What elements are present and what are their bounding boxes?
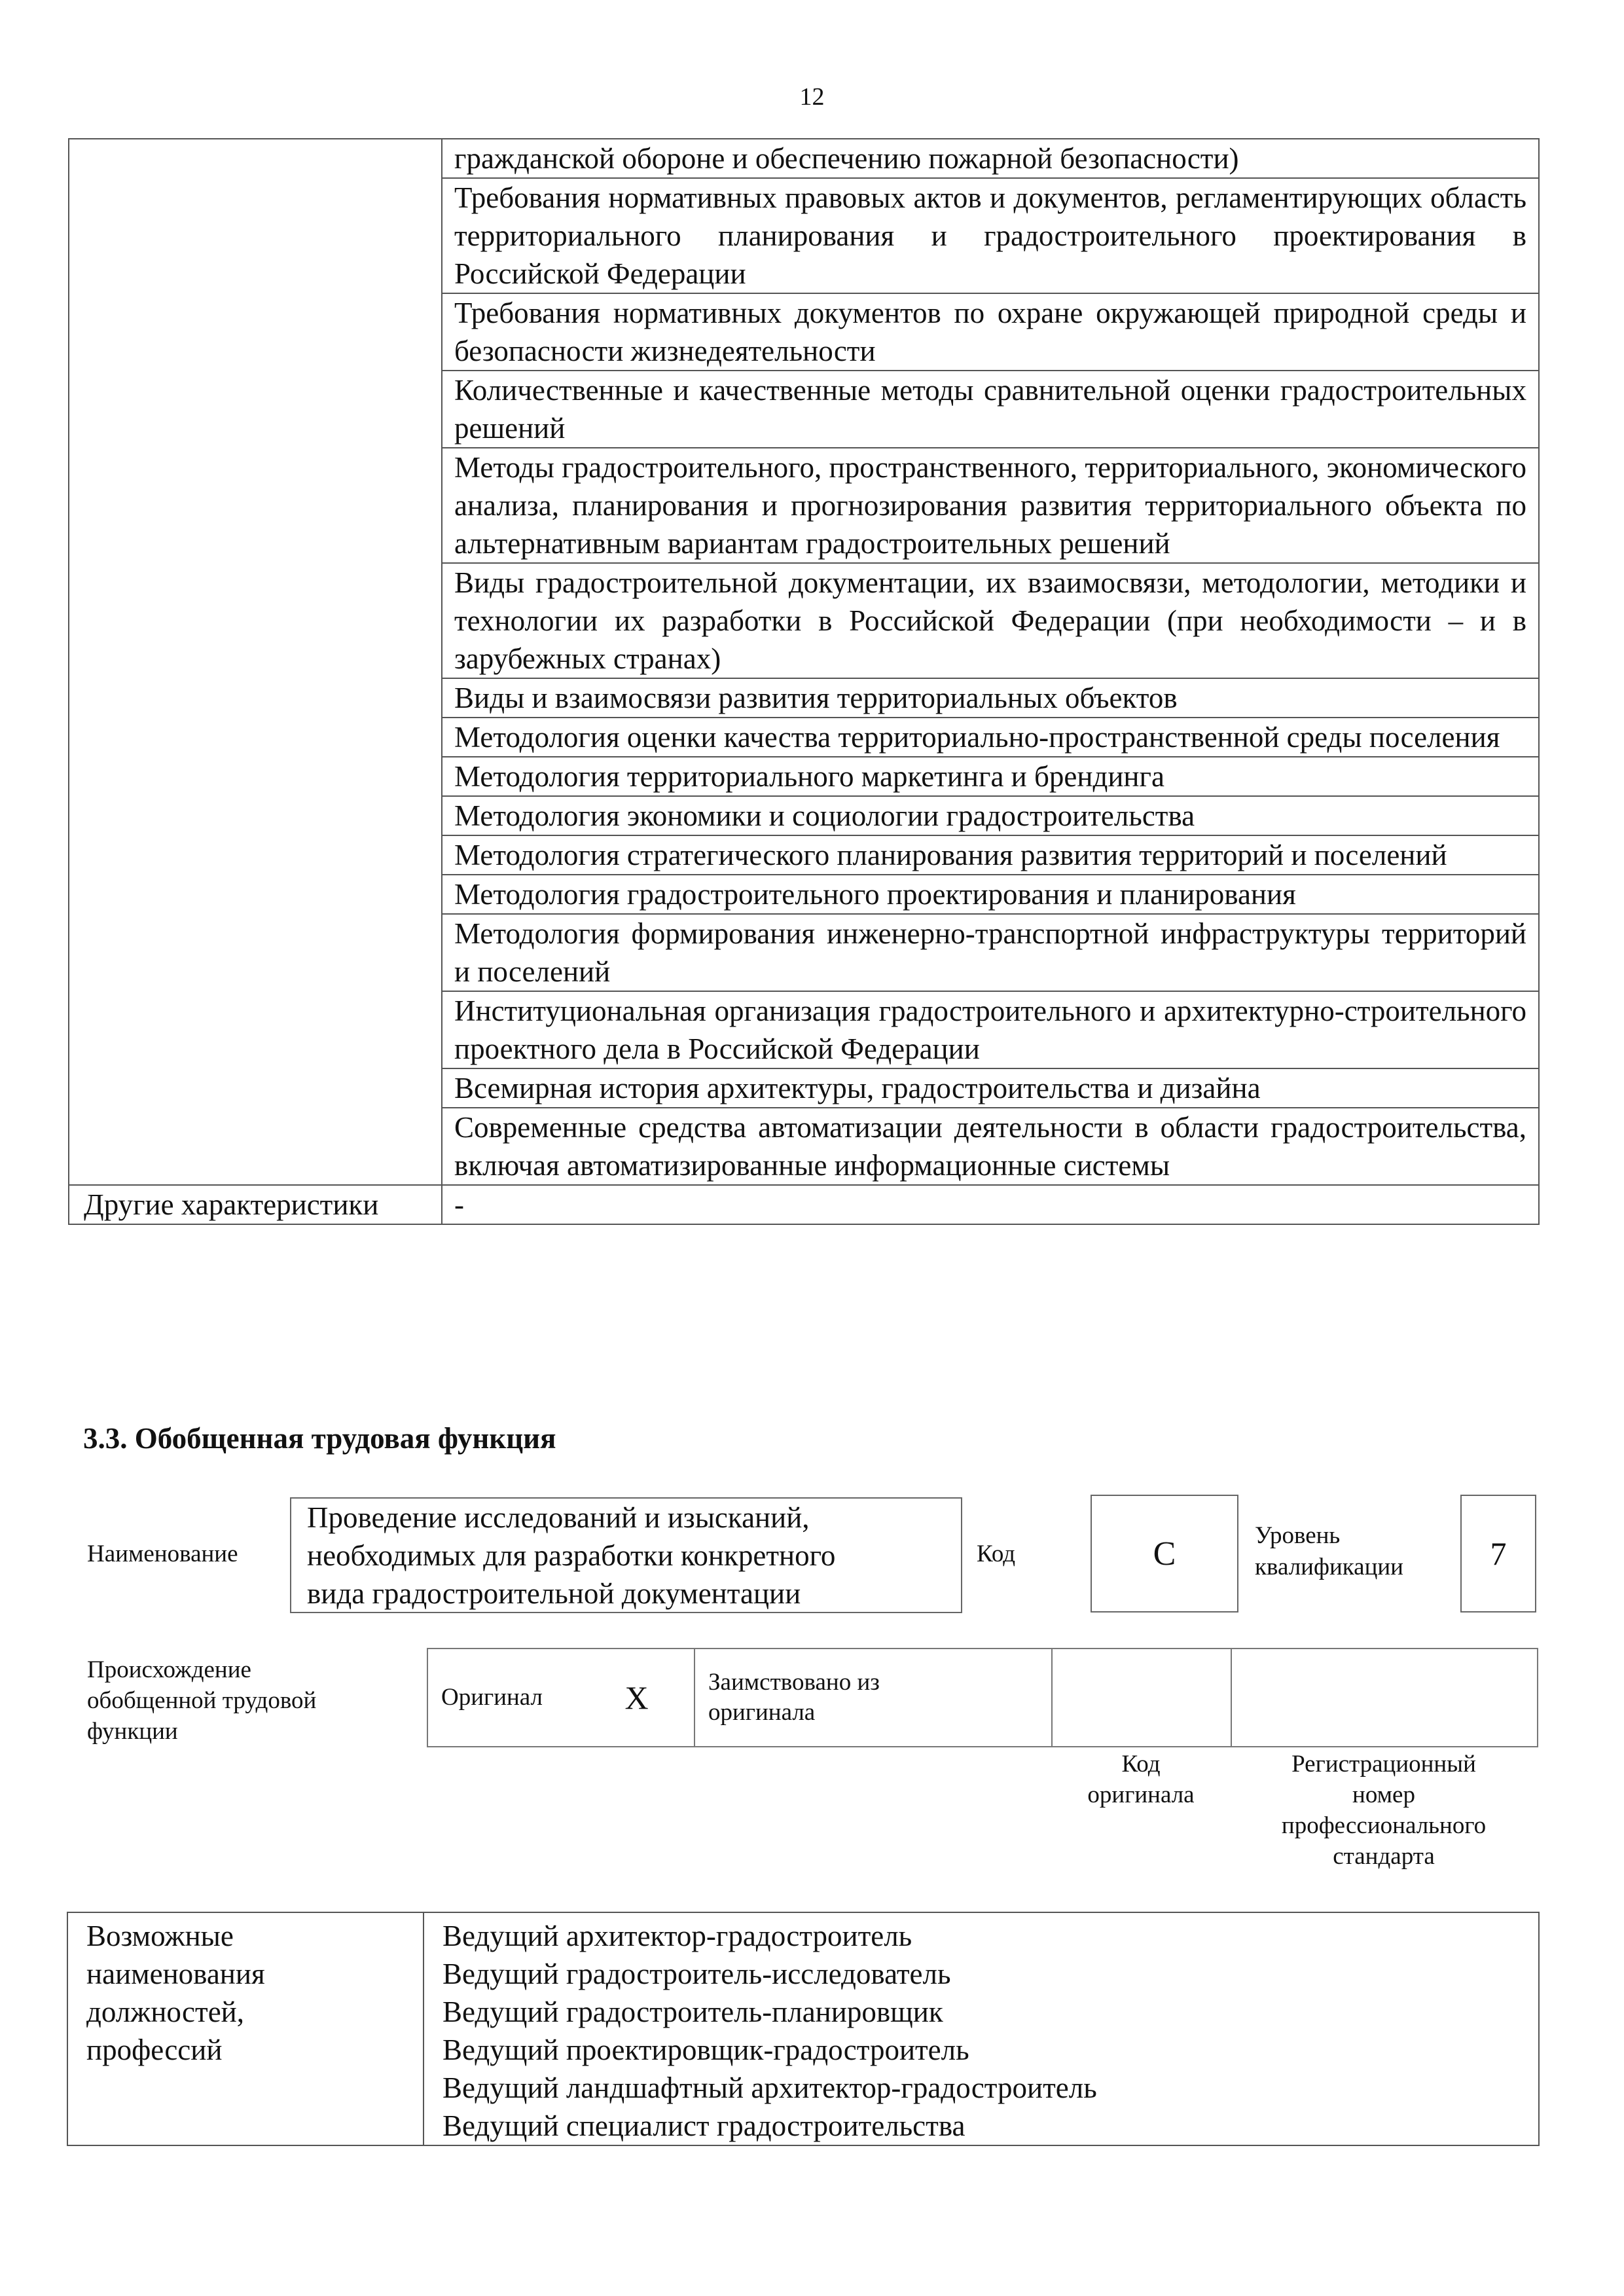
origin-label-line: Происхождение bbox=[87, 1656, 251, 1683]
knowledge-item: Методология формирования инженерно-транспортной инфраструктуры территорий и поселений bbox=[442, 914, 1539, 991]
original-label: Оригинал bbox=[427, 1649, 579, 1747]
knowledge-item: Всемирная история архитектуры, градостроительства и дизайна bbox=[442, 1068, 1539, 1108]
position-item: Ведущий специалист градостроительства bbox=[442, 2109, 965, 2142]
positions-list bbox=[424, 1912, 1539, 2145]
registration-caption-line: стандарта bbox=[1333, 1843, 1435, 1870]
origin-label-line: функции bbox=[87, 1718, 178, 1745]
positions-label-line: наименования bbox=[86, 1958, 265, 1990]
knowledge-table bbox=[68, 138, 1540, 1225]
borrowed-label-line: оригинала bbox=[708, 1699, 816, 1726]
knowledge-item: Методология градостроительного проектирования и планирования bbox=[442, 875, 1539, 914]
knowledge-item: Требования нормативных правовых актов и документов, регламентирующих область территориального планирования и градостроительного проектирования в Российской Федерации bbox=[442, 178, 1539, 293]
other-characteristics-row bbox=[69, 1185, 1539, 1224]
position-item: Ведущий архитектор-градостроитель bbox=[442, 1920, 912, 1952]
code-caption-line: оригинала bbox=[1087, 1781, 1195, 1808]
function-name-line: необходимых для разработки конкретного bbox=[307, 1539, 836, 1572]
knowledge-item: Современные средства автоматизации деятельности в области градостроительства, включая автоматизированные информационные системы bbox=[442, 1108, 1539, 1185]
knowledge-item: Институциональная организация градостроительного и архитектурно-строительного проектного дела в Российской Федерации bbox=[442, 991, 1539, 1068]
registration-caption-line: профессионального bbox=[1281, 1812, 1487, 1839]
other-characteristics-label: Другие характеристики bbox=[69, 1185, 442, 1224]
registration-caption-line: номер bbox=[1352, 1781, 1415, 1808]
positions-label-line: профессий bbox=[86, 2033, 223, 2066]
knowledge-row bbox=[69, 139, 1539, 178]
other-characteristics-value: - bbox=[442, 1185, 1539, 1224]
positions-label-line: Возможные bbox=[86, 1920, 234, 1952]
name-label: Наименование bbox=[87, 1540, 238, 1567]
position-item: Ведущий градостроитель-планировщик bbox=[442, 1995, 943, 2028]
code-label: Код bbox=[977, 1540, 1016, 1567]
registration-caption bbox=[1231, 1749, 1537, 1872]
page-number: 12 bbox=[799, 83, 825, 111]
function-name-line: Проведение исследований и изысканий, bbox=[307, 1501, 810, 1534]
level-box: 7 bbox=[1460, 1495, 1536, 1613]
registration-caption-line: Регистрационный bbox=[1291, 1751, 1476, 1777]
level-label-2: квалификации bbox=[1255, 1554, 1403, 1580]
positions-label-line: должностей, bbox=[86, 1995, 244, 2028]
level-label-1: Уровень bbox=[1255, 1522, 1341, 1549]
knowledge-item: Методология территориального маркетинга и брендинга bbox=[442, 757, 1539, 796]
registration-number-cell bbox=[1231, 1649, 1538, 1747]
positions-table bbox=[67, 1912, 1540, 2146]
borrowed-label bbox=[695, 1649, 1052, 1747]
function-name-box bbox=[290, 1497, 962, 1613]
knowledge-item: Виды и взаимосвязи развития территориальных объектов bbox=[442, 678, 1539, 718]
knowledge-item: Количественные и качественные методы сравнительной оценки градостроительных решений bbox=[442, 371, 1539, 448]
borrowed-label-line: Заимствовано из bbox=[708, 1669, 880, 1696]
code-caption-line: Код bbox=[1121, 1751, 1161, 1777]
position-item: Ведущий градостроитель-исследователь bbox=[442, 1958, 951, 1990]
position-item: Ведущий проектировщик-градостроитель bbox=[442, 2033, 969, 2066]
code-caption bbox=[1051, 1749, 1231, 1810]
section-title: 3.3. Обобщенная трудовая функция bbox=[83, 1422, 556, 1455]
origin-label bbox=[87, 1654, 316, 1747]
positions-label bbox=[67, 1912, 424, 2145]
code-box: C bbox=[1091, 1495, 1238, 1613]
knowledge-item: Методы градостроительного, пространственного, территориального, экономического анализа, планирования и прогнозирования развития территориального объекта по альтернативным вариантам градостроительных решений bbox=[442, 448, 1539, 563]
position-item: Ведущий ландшафтный архитектор-градостроитель bbox=[442, 2071, 1097, 2104]
origin-table bbox=[427, 1648, 1538, 1747]
original-mark: X bbox=[579, 1649, 695, 1747]
original-code-cell bbox=[1052, 1649, 1231, 1747]
knowledge-item: гражданской обороне и обеспечению пожарной безопасности) bbox=[442, 139, 1539, 178]
origin-label-line: обобщенной трудовой bbox=[87, 1687, 317, 1714]
knowledge-item: Требования нормативных документов по охране окружающей природной среды и безопасности жизнедеятельности bbox=[442, 293, 1539, 371]
knowledge-item: Методология оценки качества территориально-пространственной среды поселения bbox=[442, 718, 1539, 757]
function-name-line: вида градостроительной документации bbox=[307, 1577, 801, 1610]
knowledge-item: Методология стратегического планирования развития территорий и поселений bbox=[442, 835, 1539, 875]
knowledge-item: Виды градостроительной документации, их взаимосвязи, методологии, методики и технологии их разработки в Российской Федерации (при необходимости – и в зарубежных странах) bbox=[442, 563, 1539, 678]
knowledge-item: Методология экономики и социологии градостроительства bbox=[442, 796, 1539, 835]
knowledge-left-cell bbox=[69, 139, 442, 1185]
